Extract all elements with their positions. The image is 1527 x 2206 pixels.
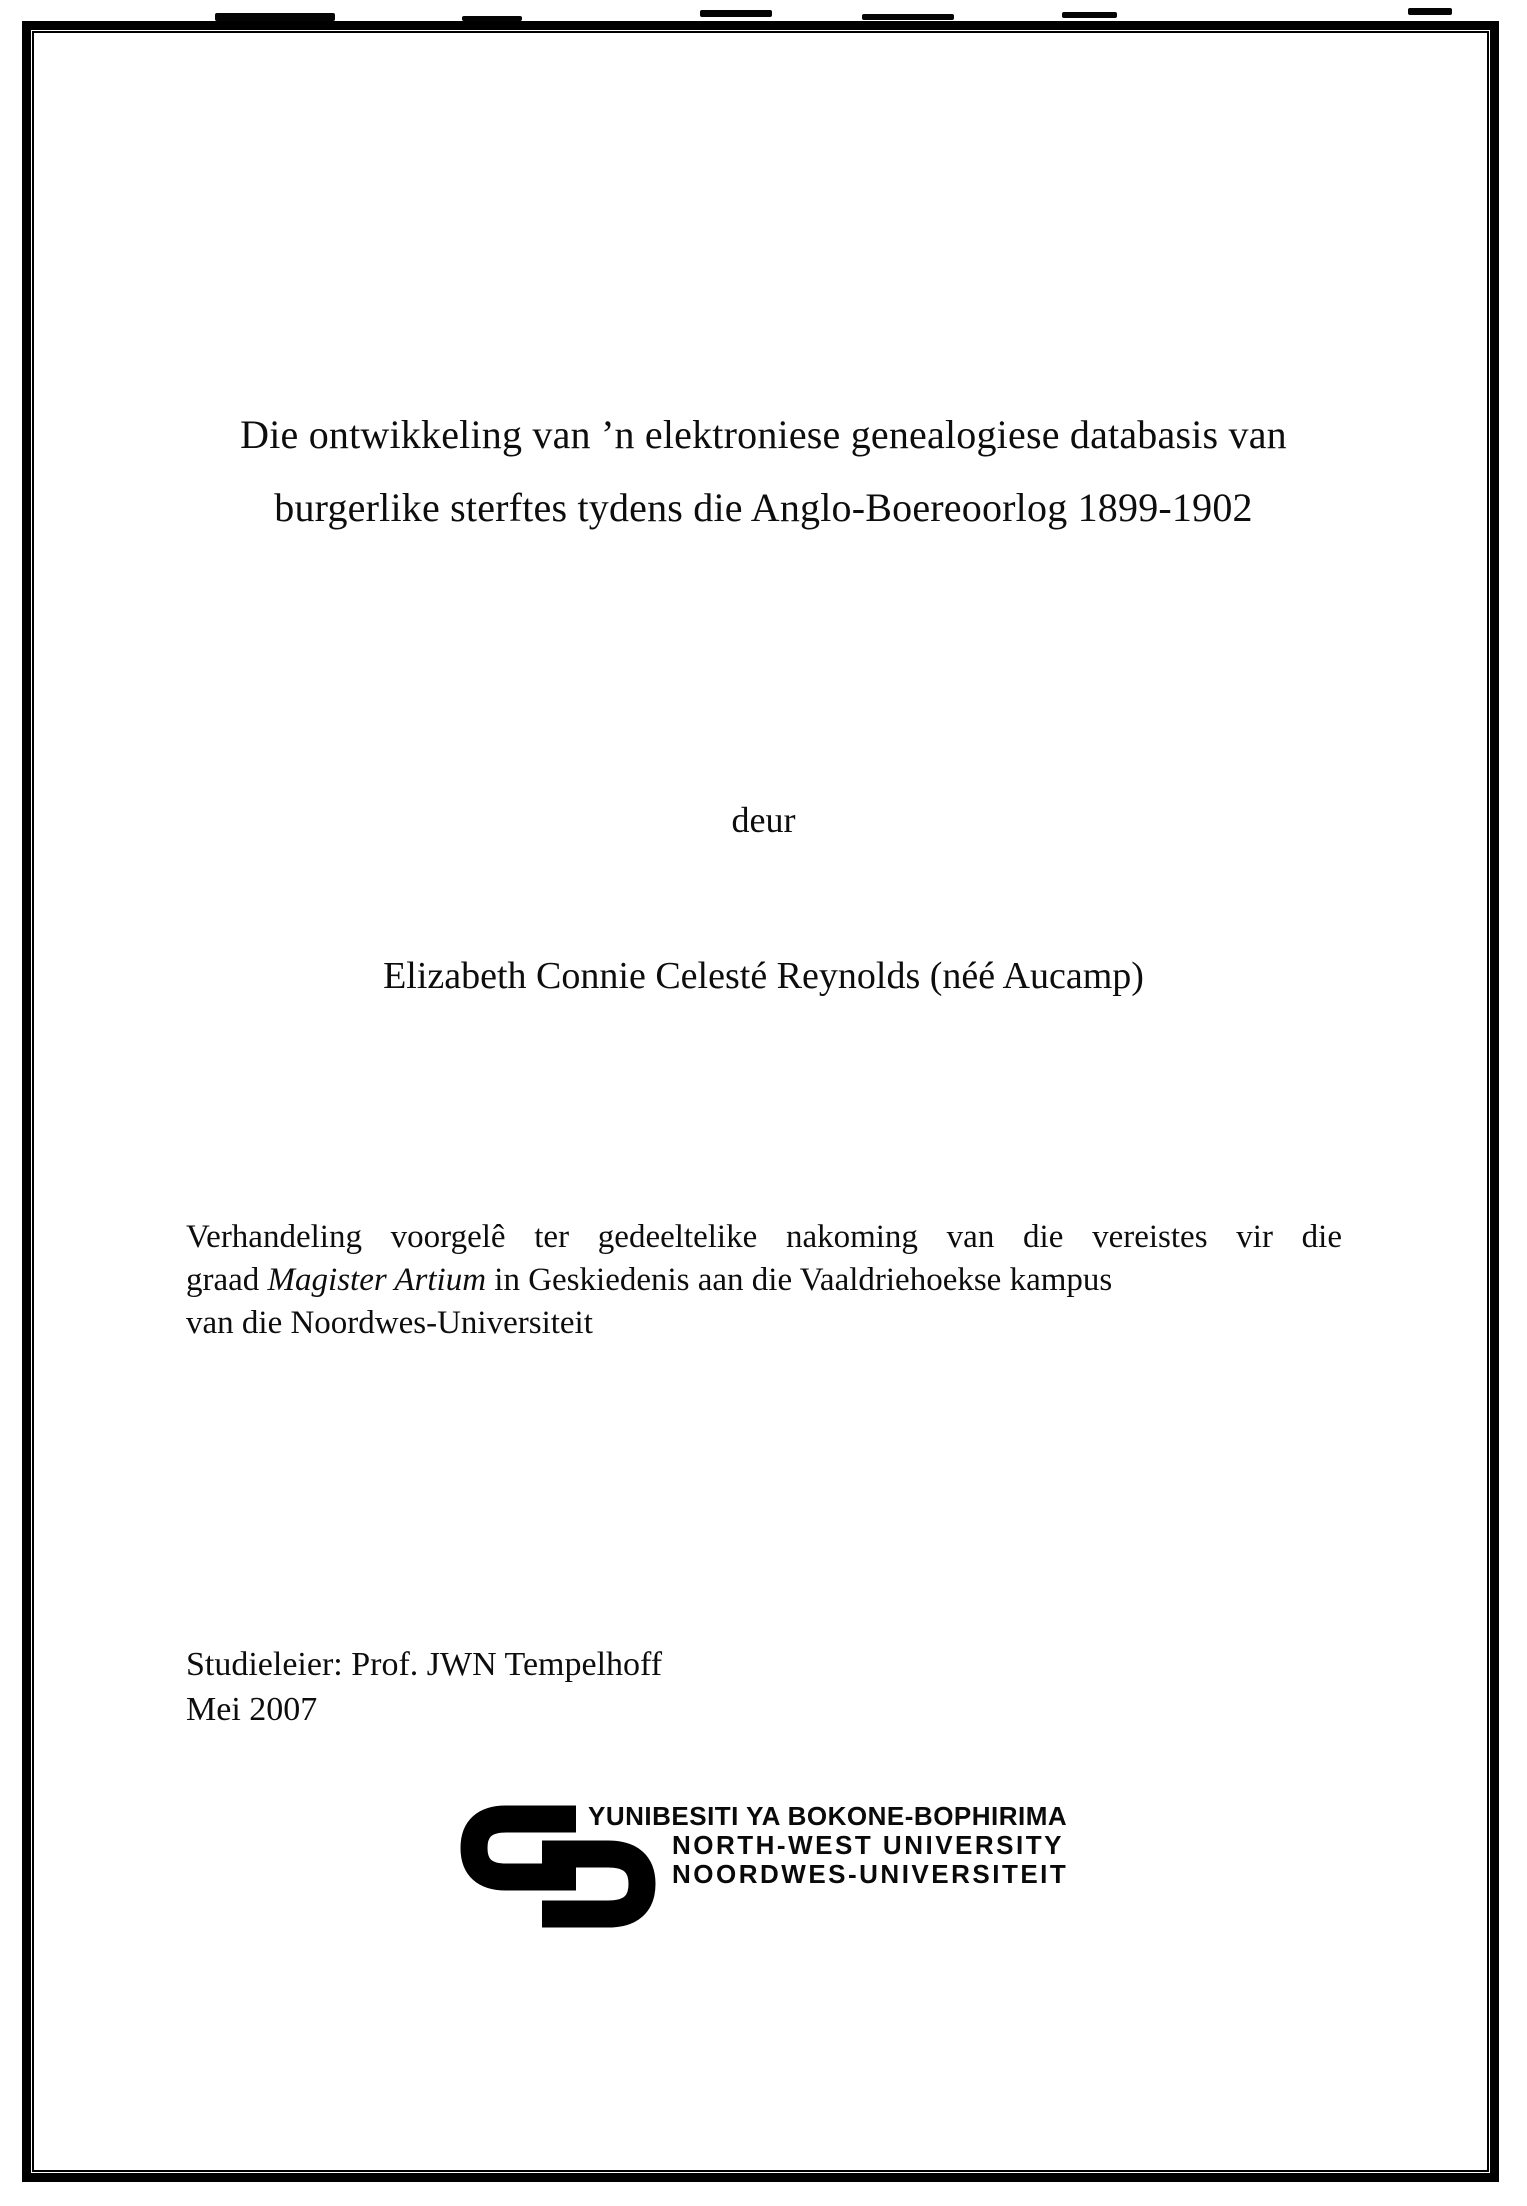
scan-smudge [462,16,522,21]
thesis-title [95,398,1432,544]
university-logo [456,1796,1116,1946]
scan-smudge [1408,8,1452,15]
university-name-english: NORTH-WEST UNIVERSITY [672,1830,1064,1860]
degree-name-italic: Magister Artium [267,1262,487,1298]
statement-line2-suffix: in Geskiedenis aan die Vaaldriehoekse kampus [486,1262,1113,1298]
university-name-setswana: YUNIBESITI YA BOKONE-BOPHIRIMA [588,1801,1068,1831]
degree-statement-line-2 [186,1259,1342,1302]
author-name: Elizabeth Connie Celesté Reynolds (néé Aucamp) [383,955,1144,997]
supervisor-block [186,1642,662,1732]
thesis-title-line-2: burgerlike sterftes tydens die Anglo-Boereoorlog 1899-1902 [274,485,1253,530]
university-name-afrikaans: NOORDWES-UNIVERSITEIT [672,1859,1069,1889]
thesis-title-line-1: Die ontwikkeling van ’n elektroniese genealogiese databasis van [240,412,1287,457]
degree-statement-line-3: van die Noordwes-Universiteit [186,1305,593,1341]
degree-statement [186,1216,1342,1345]
scan-smudge [700,10,772,17]
university-logo-text [588,1802,1068,1889]
scan-smudge [215,13,335,21]
byline: deur [731,800,796,840]
supervisor-line: Studieleier: Prof. JWN Tempelhoff [186,1646,663,1683]
scan-smudge [1062,12,1117,18]
degree-statement-line-1: Verhandeling voorgelê ter gedeeltelike nakoming van die vereistes vir die [186,1219,1342,1255]
date-line: Mei 2007 [186,1691,318,1728]
scan-smudge [862,14,954,20]
statement-line2-prefix: graad [186,1262,268,1298]
